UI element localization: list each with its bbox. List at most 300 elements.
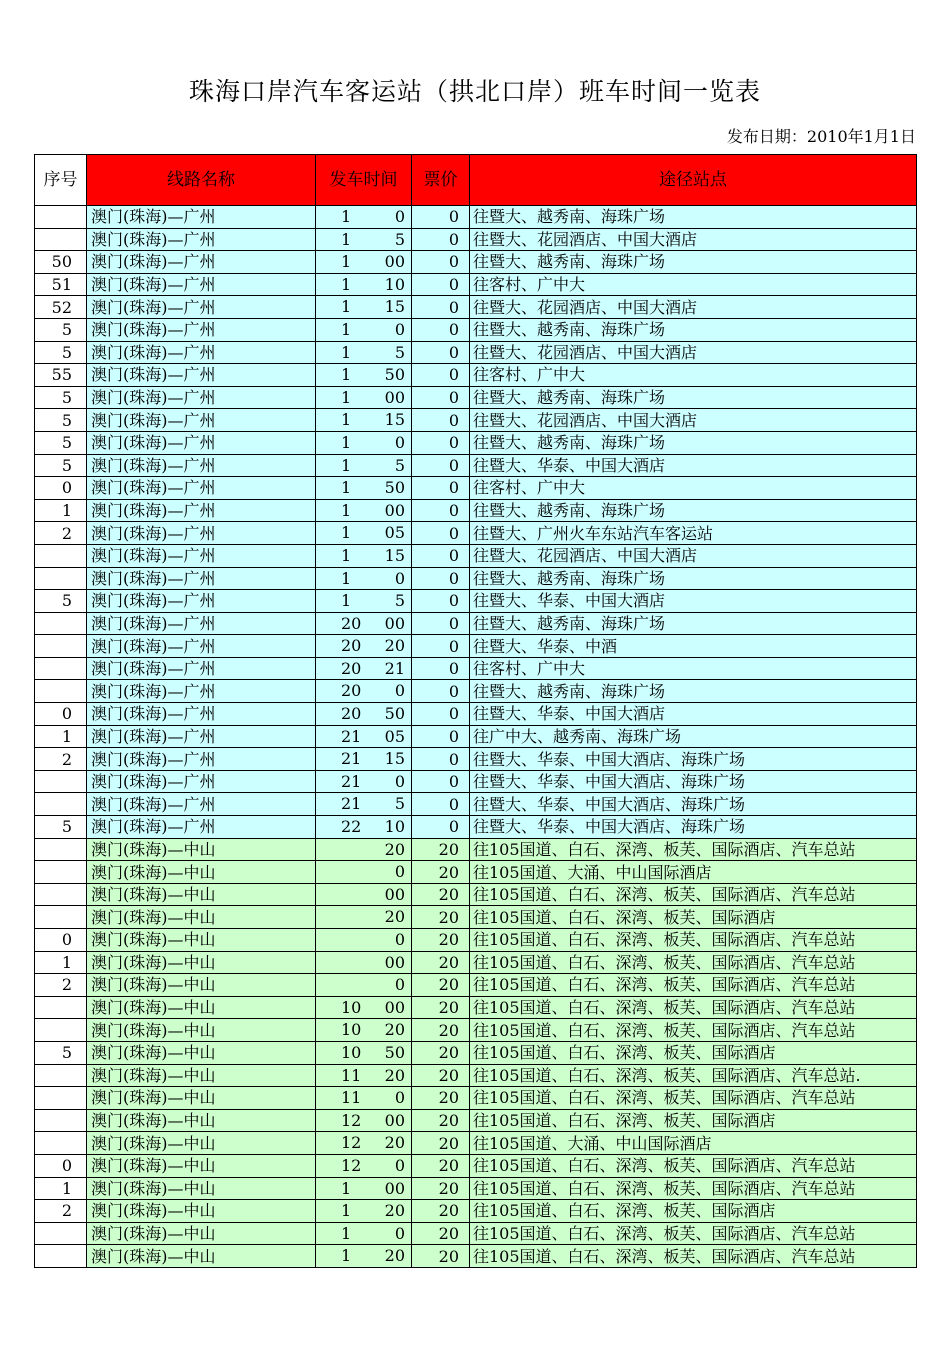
seq-cell: [35, 1245, 87, 1268]
departure-minute: 50: [384, 478, 405, 498]
route-cell: 澳门(珠海)—中山: [87, 1200, 316, 1223]
table-row: [35, 318, 917, 341]
departure-time-cell: [316, 974, 412, 997]
seq-cell: [35, 906, 87, 929]
departure-minute: 00: [384, 613, 405, 633]
departure-minute: 00: [384, 252, 405, 272]
stops-cell: 往105国道、白石、深湾、板芙、国际酒店、汽车总站: [470, 1154, 917, 1177]
departure-minute: 0: [394, 1088, 405, 1108]
departure-time-cell: [316, 1132, 412, 1155]
table-row: [35, 296, 917, 319]
seq-cell: [35, 612, 87, 635]
route-cell: 澳门(珠海)—广州: [87, 703, 316, 726]
departure-time-cell: [316, 1087, 412, 1110]
departure-time-cell: [316, 883, 412, 906]
price-cell: 20: [412, 883, 470, 906]
departure-minute: 5: [394, 455, 405, 475]
stops-cell: 往暨大、花园酒店、中国大酒店: [470, 409, 917, 432]
table-row: [35, 838, 917, 861]
departure-hour: 20: [341, 658, 362, 678]
departure-hour: 1: [341, 319, 352, 339]
stops-cell: 往105国道、白石、深湾、板芙、国际酒店、汽车总站: [470, 1245, 917, 1268]
price-cell: 0: [412, 635, 470, 658]
price-cell: 20: [412, 996, 470, 1019]
seq-cell: 5: [35, 454, 87, 477]
departure-time-cell: [316, 1109, 412, 1132]
route-cell: 澳门(珠海)—广州: [87, 341, 316, 364]
departure-time-cell: [316, 454, 412, 477]
stops-cell: 往客村、广中大: [470, 477, 917, 500]
departure-minute: 0: [394, 681, 405, 701]
stops-cell: 往105国道、白石、深湾、板芙、国际酒店: [470, 1109, 917, 1132]
seq-cell: 5: [35, 409, 87, 432]
route-cell: 澳门(珠海)—中山: [87, 861, 316, 884]
table-row: [35, 1177, 917, 1200]
departure-minute: 00: [384, 1178, 405, 1198]
stops-cell: 往暨大、华泰、中国大酒店、海珠广场: [470, 748, 917, 771]
table-row: [35, 680, 917, 703]
seq-cell: [35, 1109, 87, 1132]
seq-cell: 0: [35, 703, 87, 726]
table-row: [35, 590, 917, 613]
departure-time-cell: [316, 861, 412, 884]
departure-hour: 10: [341, 997, 362, 1017]
route-cell: 澳门(珠海)—中山: [87, 929, 316, 952]
departure-time-cell: [316, 725, 412, 748]
price-cell: 20: [412, 1087, 470, 1110]
departure-time-cell: [316, 364, 412, 387]
route-cell: 澳门(珠海)—中山: [87, 1222, 316, 1245]
price-cell: 0: [412, 364, 470, 387]
price-cell: 20: [412, 1109, 470, 1132]
departure-minute: 20: [384, 1020, 405, 1040]
table-row: [35, 1222, 917, 1245]
stops-cell: 往暨大、越秀南、海珠广场: [470, 431, 917, 454]
route-cell: 澳门(珠海)—中山: [87, 1041, 316, 1064]
price-cell: 20: [412, 951, 470, 974]
route-cell: 澳门(珠海)—广州: [87, 522, 316, 545]
departure-time-cell: [316, 996, 412, 1019]
table-row: [35, 364, 917, 387]
route-cell: 澳门(珠海)—广州: [87, 477, 316, 500]
departure-time-cell: [316, 544, 412, 567]
route-cell: 澳门(珠海)—广州: [87, 454, 316, 477]
stops-cell: 往暨大、越秀南、海珠广场: [470, 612, 917, 635]
seq-cell: 1: [35, 725, 87, 748]
route-cell: 澳门(珠海)—广州: [87, 770, 316, 793]
departure-minute: 20: [384, 1065, 405, 1085]
table-row: [35, 725, 917, 748]
table-row: [35, 906, 917, 929]
price-cell: 20: [412, 906, 470, 929]
table-row: [35, 1041, 917, 1064]
seq-cell: 5: [35, 341, 87, 364]
departure-minute: 00: [384, 387, 405, 407]
departure-time-cell: [316, 228, 412, 251]
table-row: [35, 273, 917, 296]
departure-minute: 5: [394, 229, 405, 249]
seq-cell: 5: [35, 386, 87, 409]
table-row: [35, 635, 917, 658]
departure-hour: 1: [341, 1201, 352, 1221]
seq-cell: 1: [35, 499, 87, 522]
departure-time-cell: [316, 748, 412, 771]
price-cell: 0: [412, 725, 470, 748]
route-cell: 澳门(珠海)—广州: [87, 386, 316, 409]
route-cell: 澳门(珠海)—中山: [87, 974, 316, 997]
seq-cell: [35, 861, 87, 884]
departure-time-cell: [316, 1222, 412, 1245]
departure-time-cell: [316, 838, 412, 861]
departure-hour: 1: [341, 252, 352, 272]
departure-minute: 00: [384, 997, 405, 1017]
departure-minute: 5: [394, 342, 405, 362]
header-stops: 途径站点: [470, 155, 917, 206]
departure-time-cell: [316, 1019, 412, 1042]
departure-time-cell: [316, 477, 412, 500]
route-cell: 澳门(珠海)—广州: [87, 318, 316, 341]
header-time: 发车时间: [316, 155, 412, 206]
route-cell: 澳门(珠海)—中山: [87, 1019, 316, 1042]
seq-cell: 5: [35, 816, 87, 839]
table-row: [35, 341, 917, 364]
route-cell: 澳门(珠海)—广州: [87, 273, 316, 296]
seq-cell: 2: [35, 522, 87, 545]
departure-time-cell: [316, 1041, 412, 1064]
departure-hour: 21: [341, 726, 362, 746]
route-cell: 澳门(珠海)—广州: [87, 364, 316, 387]
departure-hour: 22: [341, 817, 362, 837]
departure-hour: 10: [341, 1020, 362, 1040]
table-row: [35, 883, 917, 906]
route-cell: 澳门(珠海)—中山: [87, 1132, 316, 1155]
seq-cell: 5: [35, 590, 87, 613]
route-cell: 澳门(珠海)—广州: [87, 725, 316, 748]
table-header-row: [35, 155, 917, 206]
stops-cell: 往105国道、白石、深湾、板芙、国际酒店、汽车总站.: [470, 1064, 917, 1087]
price-cell: 20: [412, 974, 470, 997]
departure-time-cell: [316, 206, 412, 229]
seq-cell: 1: [35, 951, 87, 974]
departure-hour: 1: [341, 274, 352, 294]
seq-cell: 2: [35, 974, 87, 997]
stops-cell: 往暨大、华泰、中酒: [470, 635, 917, 658]
stops-cell: 往暨大、华泰、中国大酒店、海珠广场: [470, 770, 917, 793]
price-cell: 0: [412, 318, 470, 341]
departure-minute: 15: [384, 297, 405, 317]
seq-cell: [35, 635, 87, 658]
schedule-table: [34, 154, 917, 1268]
departure-hour: 1: [341, 455, 352, 475]
departure-hour: 1: [341, 1223, 352, 1243]
departure-time-cell: [316, 793, 412, 816]
table-row: [35, 251, 917, 274]
table-row: [35, 567, 917, 590]
price-cell: 0: [412, 522, 470, 545]
departure-time-cell: [316, 951, 412, 974]
table-row: [35, 1064, 917, 1087]
departure-hour: 1: [341, 229, 352, 249]
departure-minute: 20: [384, 1246, 405, 1266]
departure-hour: 20: [341, 681, 362, 701]
departure-minute: 5: [394, 591, 405, 611]
seq-cell: 2: [35, 1200, 87, 1223]
departure-minute: 05: [384, 523, 405, 543]
price-cell: 20: [412, 1177, 470, 1200]
stops-cell: 往105国道、大涌、中山国际酒店: [470, 861, 917, 884]
page-title: 珠海口岸汽车客运站（拱北口岸）班车时间一览表: [188, 77, 761, 106]
stops-cell: 往105国道、白石、深湾、板芙、国际酒店: [470, 1200, 917, 1223]
price-cell: 0: [412, 748, 470, 771]
departure-time-cell: [316, 816, 412, 839]
departure-time-cell: [316, 1177, 412, 1200]
header-price: 票价: [412, 155, 470, 206]
price-cell: 0: [412, 567, 470, 590]
departure-time-cell: [316, 409, 412, 432]
price-cell: 0: [412, 409, 470, 432]
departure-hour: 20: [341, 613, 362, 633]
price-cell: 0: [412, 454, 470, 477]
price-cell: 20: [412, 1132, 470, 1155]
departure-time-cell: [316, 296, 412, 319]
price-cell: 0: [412, 544, 470, 567]
seq-cell: [35, 657, 87, 680]
departure-minute: 0: [394, 319, 405, 339]
price-cell: 0: [412, 228, 470, 251]
seq-cell: [35, 680, 87, 703]
route-cell: 澳门(珠海)—中山: [87, 1064, 316, 1087]
table-row: [35, 1200, 917, 1223]
price-cell: 0: [412, 273, 470, 296]
route-cell: 澳门(珠海)—中山: [87, 951, 316, 974]
seq-cell: [35, 838, 87, 861]
seq-cell: 5: [35, 431, 87, 454]
price-cell: 20: [412, 929, 470, 952]
stops-cell: 往暨大、越秀南、海珠广场: [470, 206, 917, 229]
route-cell: 澳门(珠海)—中山: [87, 883, 316, 906]
seq-cell: 50: [35, 251, 87, 274]
seq-cell: 5: [35, 318, 87, 341]
publish-date: 发布日期：2010年1月1日: [726, 127, 916, 146]
departure-minute: 10: [384, 274, 405, 294]
departure-minute: 0: [394, 207, 405, 226]
route-cell: 澳门(珠海)—广州: [87, 612, 316, 635]
route-cell: 澳门(珠海)—广州: [87, 748, 316, 771]
departure-hour: 1: [341, 410, 352, 430]
departure-minute: 0: [394, 930, 405, 949]
departure-hour: 20: [341, 704, 362, 724]
seq-cell: [35, 567, 87, 590]
departure-minute: 0: [394, 1223, 405, 1243]
route-cell: 澳门(珠海)—中山: [87, 1109, 316, 1132]
departure-time-cell: [316, 906, 412, 929]
table-row: [35, 929, 917, 952]
departure-minute: 00: [384, 952, 405, 972]
departure-hour: 1: [341, 387, 352, 407]
price-cell: 20: [412, 1222, 470, 1245]
price-cell: 0: [412, 680, 470, 703]
departure-time-cell: [316, 703, 412, 726]
departure-time-cell: [316, 567, 412, 590]
departure-time-cell: [316, 1154, 412, 1177]
departure-hour: 1: [341, 342, 352, 362]
price-cell: 0: [412, 296, 470, 319]
seq-cell: [35, 996, 87, 1019]
seq-cell: 52: [35, 296, 87, 319]
seq-cell: [35, 1019, 87, 1042]
departure-minute: 0: [394, 975, 405, 995]
table-row: [35, 612, 917, 635]
stops-cell: 往105国道、白石、深湾、板芙、国际酒店: [470, 1041, 917, 1064]
departure-hour: 1: [341, 568, 352, 588]
table-row: [35, 657, 917, 680]
departure-minute: 15: [384, 545, 405, 565]
departure-time-cell: [316, 1245, 412, 1268]
route-cell: 澳门(珠海)—广州: [87, 635, 316, 658]
departure-time-cell: [316, 341, 412, 364]
route-cell: 澳门(珠海)—中山: [87, 996, 316, 1019]
stops-cell: 往暨大、华泰、中国大酒店: [470, 703, 917, 726]
stops-cell: 往客村、广中大: [470, 657, 917, 680]
price-cell: 0: [412, 386, 470, 409]
departure-time-cell: [316, 680, 412, 703]
seq-cell: [35, 1222, 87, 1245]
stops-cell: 往暨大、广州火车东站汽车客运站: [470, 522, 917, 545]
departure-hour: 20: [341, 636, 362, 656]
seq-cell: 0: [35, 1154, 87, 1177]
price-cell: 0: [412, 612, 470, 635]
departure-minute: 0: [394, 432, 405, 452]
seq-cell: 2: [35, 748, 87, 771]
stops-cell: 往105国道、白石、深湾、板芙、国际酒店、汽车总站: [470, 1087, 917, 1110]
stops-cell: 往105国道、白石、深湾、板芙、国际酒店、汽车总站: [470, 1222, 917, 1245]
price-cell: 0: [412, 341, 470, 364]
route-cell: 澳门(珠海)—广州: [87, 499, 316, 522]
route-cell: 澳门(珠海)—广州: [87, 567, 316, 590]
route-cell: 澳门(珠海)—广州: [87, 793, 316, 816]
route-cell: 澳门(珠海)—广州: [87, 657, 316, 680]
table-row: [35, 1087, 917, 1110]
route-cell: 澳门(珠海)—广州: [87, 590, 316, 613]
departure-hour: 1: [341, 523, 352, 543]
price-cell: 0: [412, 431, 470, 454]
price-cell: 0: [412, 657, 470, 680]
departure-hour: 1: [341, 1178, 352, 1198]
stops-cell: 往暨大、越秀南、海珠广场: [470, 251, 917, 274]
stops-cell: 往105国道、白石、深湾、板芙、国际酒店、汽车总站: [470, 1177, 917, 1200]
departure-time-cell: [316, 1200, 412, 1223]
stops-cell: 往客村、广中大: [470, 364, 917, 387]
stops-cell: 往暨大、花园酒店、中国大酒店: [470, 341, 917, 364]
table-row: [35, 454, 917, 477]
departure-minute: 20: [384, 1201, 405, 1221]
departure-minute: 0: [394, 862, 405, 882]
seq-cell: [35, 544, 87, 567]
price-cell: 0: [412, 499, 470, 522]
table-row: [35, 996, 917, 1019]
departure-minute: 5: [394, 794, 405, 814]
table-row: [35, 748, 917, 771]
seq-cell: [35, 1064, 87, 1087]
stops-cell: 往暨大、花园酒店、中国大酒店: [470, 296, 917, 319]
route-cell: 澳门(珠海)—广州: [87, 409, 316, 432]
table-row: [35, 1132, 917, 1155]
route-cell: 澳门(珠海)—广州: [87, 544, 316, 567]
table-row: [35, 499, 917, 522]
price-cell: 20: [412, 1019, 470, 1042]
departure-time-cell: [316, 386, 412, 409]
departure-minute: 0: [394, 1155, 405, 1175]
departure-minute: 0: [394, 568, 405, 588]
departure-time-cell: [316, 612, 412, 635]
departure-hour: 1: [341, 207, 352, 226]
stops-cell: 往暨大、华泰、中国大酒店: [470, 590, 917, 613]
stops-cell: 往暨大、花园酒店、中国大酒店: [470, 228, 917, 251]
route-cell: 澳门(珠海)—广州: [87, 680, 316, 703]
table-row: [35, 522, 917, 545]
table-row: [35, 974, 917, 997]
departure-time-cell: [316, 657, 412, 680]
departure-time-cell: [316, 431, 412, 454]
departure-minute: 20: [384, 907, 405, 927]
route-cell: 澳门(珠海)—广州: [87, 251, 316, 274]
departure-time-cell: [316, 929, 412, 952]
departure-minute: 05: [384, 726, 405, 746]
route-cell: 澳门(珠海)—中山: [87, 906, 316, 929]
departure-minute: 0: [394, 771, 405, 791]
header-route: 线路名称: [87, 155, 316, 206]
departure-hour: 1: [341, 1246, 352, 1266]
stops-cell: 往暨大、花园酒店、中国大酒店: [470, 544, 917, 567]
departure-time-cell: [316, 635, 412, 658]
stops-cell: 往暨大、越秀南、海珠广场: [470, 499, 917, 522]
departure-hour: 1: [341, 500, 352, 520]
departure-hour: 1: [341, 297, 352, 317]
departure-minute: 10: [384, 817, 405, 837]
stops-cell: 往暨大、越秀南、海珠广场: [470, 567, 917, 590]
stops-cell: 往暨大、华泰、中国大酒店、海珠广场: [470, 816, 917, 839]
price-cell: 0: [412, 703, 470, 726]
departure-minute: 15: [384, 410, 405, 430]
stops-cell: 往105国道、白石、深湾、板芙、国际酒店、汽车总站: [470, 883, 917, 906]
seq-cell: [35, 1132, 87, 1155]
table-row: [35, 703, 917, 726]
price-cell: 0: [412, 251, 470, 274]
stops-cell: 往105国道、白石、深湾、板芙、国际酒店: [470, 906, 917, 929]
stops-cell: 往105国道、白石、深湾、板芙、国际酒店、汽车总站: [470, 974, 917, 997]
departure-minute: 21: [384, 658, 405, 678]
price-cell: 0: [412, 816, 470, 839]
route-cell: 澳门(珠海)—中山: [87, 838, 316, 861]
seq-cell: [35, 228, 87, 251]
seq-cell: 51: [35, 273, 87, 296]
table-row: [35, 1109, 917, 1132]
route-cell: 澳门(珠海)—广州: [87, 206, 316, 229]
departure-hour: 1: [341, 365, 352, 385]
route-cell: 澳门(珠海)—中山: [87, 1245, 316, 1268]
price-cell: 20: [412, 838, 470, 861]
departure-minute: 00: [384, 884, 405, 904]
route-cell: 澳门(珠海)—中山: [87, 1177, 316, 1200]
departure-time-cell: [316, 318, 412, 341]
departure-hour: 10: [341, 1042, 362, 1062]
stops-cell: 往暨大、华泰、中国大酒店: [470, 454, 917, 477]
seq-cell: 0: [35, 477, 87, 500]
table-row: [35, 431, 917, 454]
price-cell: 0: [412, 206, 470, 229]
table-row: [35, 206, 917, 229]
departure-hour: 11: [341, 1088, 362, 1108]
